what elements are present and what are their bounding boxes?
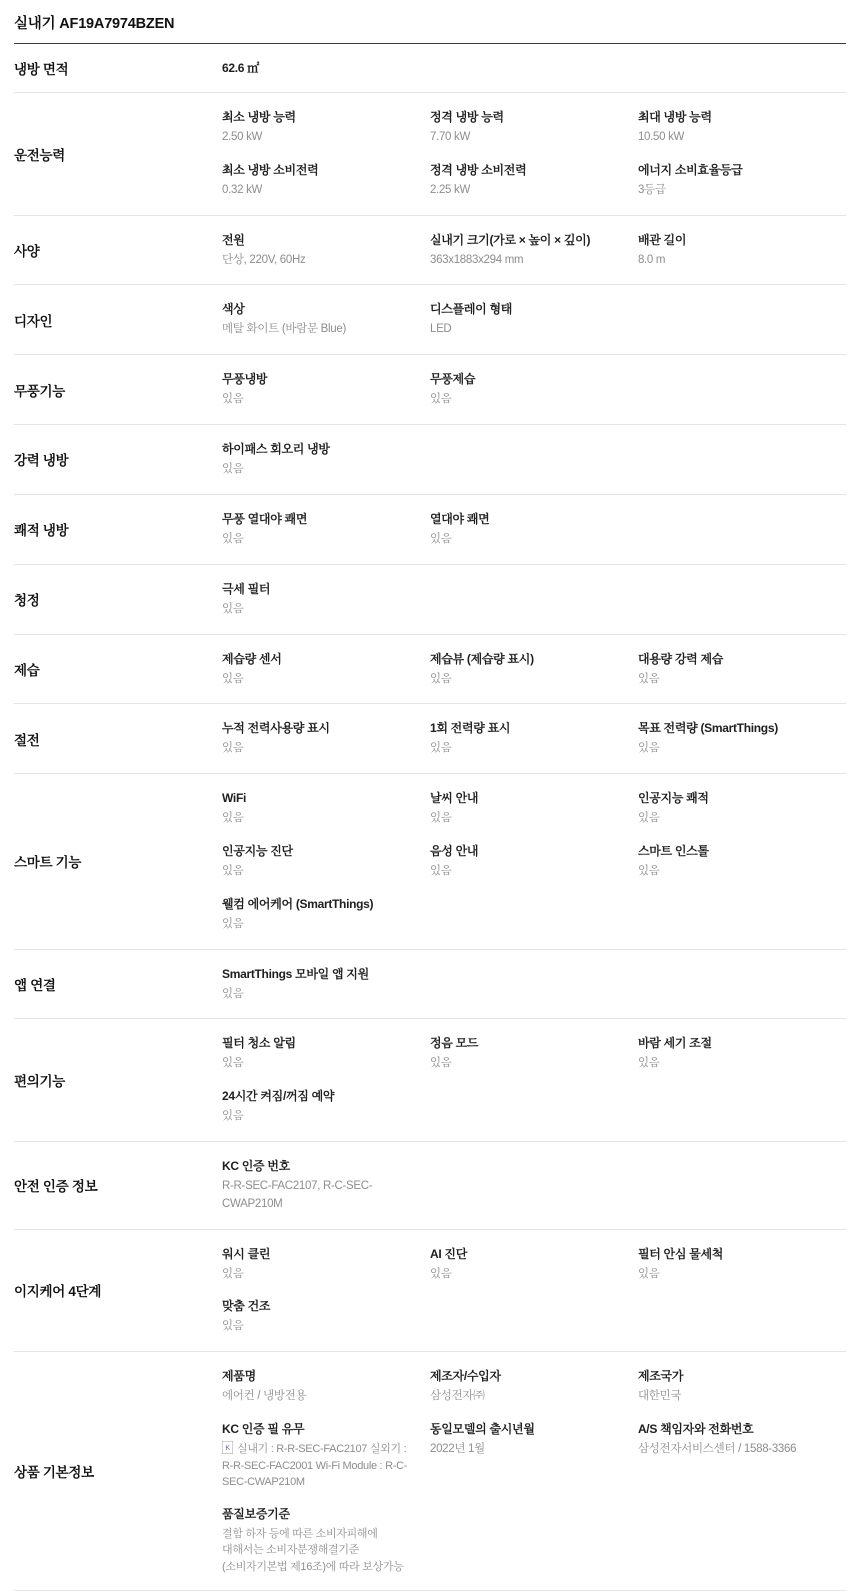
- spec-item: [222, 1360, 430, 1413]
- spec-row: [14, 774, 846, 949]
- spec-item-label: 무풍 열대야 쾌면: [222, 511, 308, 526]
- svg-text:K: K: [225, 1445, 230, 1453]
- spec-values: [222, 1352, 846, 1591]
- spec-item-label: KC 인증 필 유무: [222, 1422, 305, 1437]
- page-title-model: AF19A7974BZEN: [59, 16, 175, 32]
- spec-item: [222, 433, 430, 486]
- spec-item-label: 음성 안내: [429, 843, 479, 858]
- spec-category: 청정: [14, 593, 40, 609]
- spec-item-value: 있음: [222, 987, 244, 1000]
- spec-item: [222, 1290, 430, 1343]
- spec-values: [222, 93, 846, 216]
- spec-item-label: 워시 클린: [222, 1246, 271, 1261]
- spec-item-label: 62.6 ㎡: [222, 61, 259, 75]
- spec-item: [222, 835, 430, 888]
- spec-item-label: 24시간 켜짐/꺼짐 예약: [222, 1089, 335, 1104]
- spec-item: [222, 224, 430, 277]
- spec-category: 절전: [14, 732, 40, 748]
- spec-item-label: 제습뷰 (제습량 표시): [429, 651, 534, 666]
- spec-category: 사양: [14, 244, 40, 260]
- spec-item: [638, 1360, 846, 1413]
- spec-item: [430, 1027, 638, 1080]
- spec-item-label: 하이패스 회오리 냉방: [222, 442, 330, 457]
- spec-item: [638, 1027, 846, 1080]
- spec-category: 상품 기본정보: [14, 1465, 94, 1481]
- spec-item-label: 품질보증기준: [222, 1506, 290, 1521]
- spec-item-value: 2022년 1월: [429, 1443, 485, 1456]
- spec-item-value: 있음: [222, 672, 244, 685]
- spec-item-value: 있음: [222, 812, 244, 825]
- spec-row: [14, 564, 846, 634]
- spec-item-label: 색상: [222, 302, 245, 317]
- spec-item-label: 목표 전력량 (SmartThings): [637, 721, 778, 736]
- spec-item: [222, 643, 430, 696]
- spec-item: [222, 888, 430, 941]
- spec-item-label: SmartThings 모바일 앱 지원: [222, 966, 369, 981]
- spec-item-label: 열대야 쾌면: [429, 511, 490, 526]
- spec-item-label: 대용량 강력 제습: [637, 651, 724, 666]
- spec-item-label: 최소 냉방 소비전력: [222, 162, 319, 177]
- spec-item-label: 필터 안심 물세척: [637, 1246, 724, 1261]
- spec-item-label: 정격 냉방 능력: [429, 110, 504, 124]
- spec-item-value: 7.70 kW: [429, 131, 471, 143]
- spec-item-label: KC 인증 번호: [222, 1159, 290, 1173]
- spec-item: [222, 782, 430, 835]
- spec-item-value: 있음: [637, 742, 660, 755]
- spec-row: [14, 949, 846, 1019]
- spec-item-label: 무풍제습: [429, 372, 476, 387]
- spec-item-label: 필터 청소 알림: [222, 1036, 296, 1051]
- spec-item-value: 있음: [637, 1267, 660, 1280]
- spec-item-value: 있음: [222, 602, 244, 615]
- spec-item-label: 제품명: [222, 1369, 256, 1384]
- spec-category: 디자인: [14, 313, 53, 329]
- spec-values: [222, 425, 846, 495]
- page-title-prefix: 실내기: [14, 16, 56, 32]
- spec-item-value: 있음: [222, 1057, 244, 1070]
- spec-item: [638, 835, 846, 888]
- spec-item: [430, 712, 638, 765]
- spec-item-label: 디스플레이 형태: [429, 302, 513, 317]
- spec-item-value: 있음: [637, 672, 660, 685]
- spec-item-label: 제습량 센서: [222, 651, 282, 666]
- spec-item: [430, 835, 638, 888]
- spec-row: [14, 93, 846, 216]
- spec-item: [638, 643, 846, 696]
- spec-item: [430, 1238, 638, 1291]
- spec-item-label: 배관 길이: [637, 232, 687, 247]
- spec-category: 쾌적 냉방: [14, 523, 69, 539]
- spec-category: 이지케어 4단계: [14, 1284, 102, 1300]
- spec-item-value: 있음: [637, 812, 660, 825]
- spec-row: [14, 634, 846, 704]
- spec-item-label: AI 진단: [429, 1246, 467, 1261]
- spec-item: [222, 1027, 430, 1080]
- spec-item-value: 있음: [429, 393, 452, 406]
- spec-item-value: 3등급: [637, 183, 666, 196]
- spec-item: [638, 712, 846, 765]
- spec-item-value: 363x1883x294 mm: [429, 253, 524, 266]
- spec-item-value: 단상, 220V, 60Hz: [222, 253, 306, 266]
- spec-item: [222, 958, 430, 1011]
- spec-item-label: 제조자/수입자: [429, 1369, 501, 1384]
- spec-category: 무풍기능: [14, 383, 65, 399]
- spec-category: 편의기능: [14, 1074, 65, 1090]
- spec-category: 운전능력: [14, 147, 65, 163]
- spec-item: [430, 154, 638, 207]
- spec-item-value: 있음: [222, 463, 244, 476]
- spec-item-value: 있음: [429, 812, 452, 825]
- spec-item-label: 인공지능 진단: [222, 843, 293, 858]
- spec-item-label: 1회 전력량 표시: [429, 721, 511, 736]
- spec-item-label: 무풍냉방: [222, 372, 268, 387]
- spec-item: [222, 52, 430, 84]
- spec-item-value: 10.50 kW: [637, 131, 685, 143]
- spec-item: [222, 712, 430, 765]
- spec-item-label: 맞춤 건조: [222, 1299, 271, 1314]
- spec-item: [638, 154, 846, 207]
- spec-row: [14, 704, 846, 774]
- spec-item: [222, 1080, 430, 1133]
- spec-values: [222, 704, 846, 774]
- spec-item: [430, 101, 638, 154]
- spec-item-value: 있음: [222, 393, 244, 406]
- spec-values: [222, 1229, 846, 1352]
- spec-table: [14, 43, 846, 1591]
- spec-item: [430, 782, 638, 835]
- spec-category: 제습: [14, 662, 40, 678]
- spec-row: [14, 215, 846, 285]
- spec-values: [222, 44, 846, 93]
- spec-item-value: 있음: [429, 532, 452, 545]
- spec-item: [430, 503, 638, 556]
- spec-item-label: 최소 냉방 능력: [222, 110, 296, 124]
- spec-item-value: 에어컨 / 냉방전용: [222, 1390, 307, 1403]
- spec-item-value: 있음: [222, 864, 244, 877]
- spec-category: 냉방 면적: [14, 62, 69, 77]
- spec-category: 스마트 기능: [14, 855, 82, 871]
- spec-item-label: 극세 필터: [222, 581, 271, 596]
- spec-item-value: 0.32 kW: [222, 183, 263, 196]
- spec-item-value: 있음: [429, 1267, 452, 1280]
- spec-item: [222, 293, 430, 346]
- spec-item-label: 인공지능 쾌적: [637, 791, 709, 806]
- spec-item: [222, 573, 430, 626]
- spec-item-value: 대한민국: [637, 1390, 682, 1403]
- spec-item: [638, 1238, 846, 1291]
- spec-item-value: 삼성전자㈜: [429, 1390, 485, 1403]
- spec-item-label: 정음 모드: [429, 1036, 479, 1051]
- spec-item: [638, 101, 846, 154]
- spec-row: [14, 1019, 846, 1142]
- spec-item-label: 웰컴 에어케어 (SmartThings): [222, 896, 374, 911]
- spec-row: [14, 1352, 846, 1591]
- spec-values: [222, 494, 846, 564]
- spec-item-value: 있음: [429, 742, 452, 755]
- spec-values: [222, 564, 846, 634]
- spec-row: [14, 425, 846, 495]
- spec-item-value: 있음: [222, 1110, 244, 1123]
- spec-item-label: WiFi: [222, 791, 247, 806]
- spec-item-value: 있음: [429, 672, 452, 685]
- spec-item-label: 누적 전력사용량 표시: [222, 721, 330, 736]
- spec-item-label: 최대 냉방 능력: [637, 110, 712, 124]
- spec-item-value: LED: [429, 323, 452, 336]
- spec-item-label: 전원: [222, 232, 245, 247]
- spec-category: 앱 연결: [14, 977, 56, 993]
- page-title: [14, 0, 846, 43]
- spec-item-label: 동일모델의 출시년월: [429, 1422, 535, 1437]
- spec-item-label: 스마트 인스톨: [637, 843, 709, 858]
- spec-item-label: 에너지 소비효율등급: [637, 162, 743, 177]
- spec-item: [638, 1413, 846, 1498]
- spec-item-value: 2.50 kW: [222, 131, 263, 143]
- spec-row: [14, 1229, 846, 1352]
- spec-item-value: 있음: [222, 1320, 244, 1333]
- spec-item-value: R-R-SEC-FAC2107, R-C-SEC-CWAP210M: [222, 1180, 373, 1210]
- spec-item-label: 바람 세기 조절: [637, 1036, 712, 1051]
- spec-values: [222, 215, 846, 285]
- spec-values: [222, 355, 846, 425]
- kc-certification-icon: [222, 1441, 233, 1454]
- spec-category: 안전 인증 정보: [14, 1179, 98, 1195]
- spec-item: [430, 1360, 638, 1413]
- spec-item: [222, 1498, 430, 1583]
- spec-item: [430, 1413, 638, 1498]
- spec-item-label: 날씨 안내: [429, 791, 479, 806]
- spec-item: [222, 101, 430, 154]
- spec-item-label: A/S 책임자와 전화번호: [637, 1422, 754, 1437]
- spec-item-value: 메탈 화이트 (바람문 Blue): [222, 323, 347, 336]
- spec-category: 강력 냉방: [14, 453, 69, 469]
- spec-item-value: K 실내기 : R-R-SEC-FAC2107 실외기 : R-R-SEC-FAC2001 Wi-Fi Module : R-C-SEC-CWAP210M: [222, 1443, 408, 1489]
- spec-item: [430, 363, 638, 416]
- spec-values: [222, 285, 846, 355]
- spec-values: [222, 949, 846, 1019]
- spec-item-value: 결함 하자 등에 따른 소비자피해에 대해서는 소비자분쟁해결기준(소비자기본법 제16조)에 따라 보상가능: [222, 1527, 404, 1573]
- spec-item: [430, 224, 638, 277]
- spec-values: [222, 1142, 846, 1230]
- spec-row: [14, 1142, 846, 1230]
- spec-item-value: 있음: [222, 917, 244, 930]
- spec-item-label: 실내기 크기(가로 × 높이 × 깊이): [429, 232, 591, 247]
- spec-item-value: 있음: [429, 1057, 452, 1070]
- spec-item: [430, 643, 638, 696]
- spec-item: [222, 503, 430, 556]
- spec-item: [638, 782, 846, 835]
- spec-item: [430, 293, 638, 346]
- spec-values: [222, 774, 846, 949]
- spec-row: [14, 494, 846, 564]
- spec-item-value: 있음: [637, 864, 660, 877]
- spec-item-value: 8.0 m: [637, 253, 666, 266]
- spec-item-value: 삼성전자서비스센터 / 1588-3366: [637, 1443, 797, 1456]
- spec-item-label: 제조국가: [637, 1369, 684, 1384]
- spec-values: [222, 1019, 846, 1142]
- spec-item-value: 있음: [222, 1267, 244, 1280]
- spec-row: [14, 285, 846, 355]
- spec-item: [222, 1413, 430, 1498]
- spec-item-label: 정격 냉방 소비전력: [429, 162, 527, 177]
- spec-item: [222, 363, 430, 416]
- spec-item-value: 2.25 kW: [429, 183, 471, 196]
- spec-item-value: 있음: [637, 1057, 660, 1070]
- spec-item-value: 있음: [429, 864, 452, 877]
- spec-item-value: 있음: [222, 742, 244, 755]
- spec-row: [14, 44, 846, 93]
- spec-item: [222, 154, 430, 207]
- spec-row: [14, 355, 846, 425]
- spec-item: [222, 1238, 430, 1291]
- spec-item-value: 있음: [222, 532, 244, 545]
- spec-values: [222, 634, 846, 704]
- spec-item: [222, 1150, 430, 1221]
- spec-item: [638, 224, 846, 277]
